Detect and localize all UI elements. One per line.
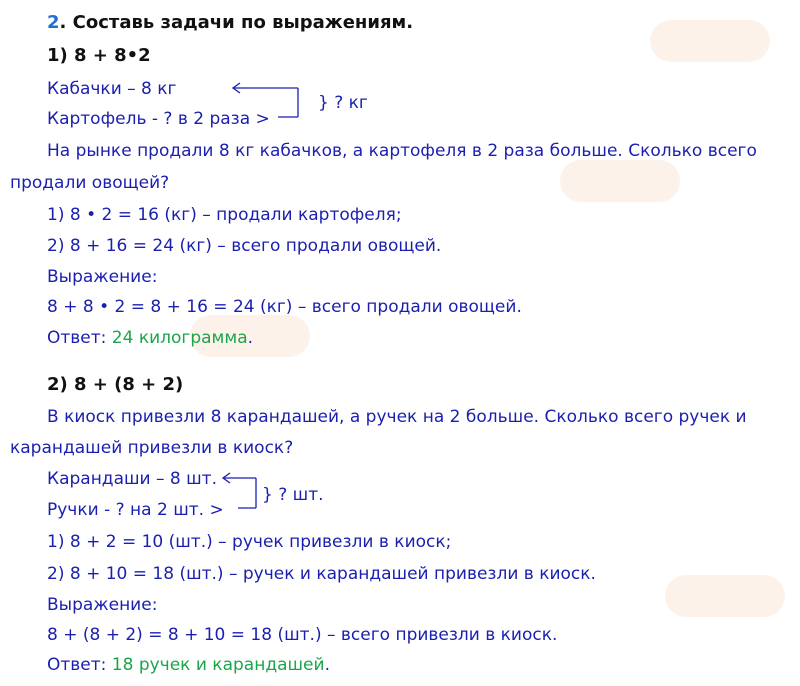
part1-answer: [47, 327, 253, 349]
part1-step1: 1) 8 • 2 = 16 (кг) – продали картофеля;: [47, 205, 402, 225]
part2-note-pencils: Карандаши – 8 шт.: [47, 469, 217, 489]
part2-question: } ? шт.: [262, 485, 324, 505]
part1-expression-label: Выражение:: [47, 267, 158, 287]
part1-step2: 2) 8 + 16 = 24 (кг) – всего продали овощей.: [47, 236, 442, 256]
answer-end: .: [247, 328, 254, 348]
part2-step2: 2) 8 + 10 = 18 (шт.) – ручек и карандашей привезли в киоск.: [47, 564, 596, 584]
part2-expression: 8 + (8 + 2) = 8 + 10 = 18 (шт.) – всего привезли в киоск.: [47, 625, 558, 645]
task-title: [47, 12, 413, 34]
task-title-text: . Составь задачи по выражениям.: [59, 12, 414, 33]
watermark-blob: [560, 160, 680, 202]
answer-end: .: [324, 655, 330, 675]
part2-problem-line1: В киоск привезли 8 карандашей, а ручек на 2 больше. Сколько всего ручек и: [47, 407, 747, 427]
part1-expression: 8 + 8 • 2 = 8 + 16 = 24 (кг) – всего продали овощей.: [47, 297, 522, 317]
answer-value: 24 килограмма: [111, 328, 248, 348]
part1-note-potato: Картофель - ? в 2 раза >: [47, 109, 270, 129]
part1-question: } ? кг: [318, 93, 368, 113]
task-number: 2: [47, 12, 60, 33]
part2-heading: 2) 8 + (8 + 2): [47, 374, 184, 395]
part2-expression-label: Выражение:: [47, 595, 158, 615]
part2-problem-line2: карандашей привезли в киоск?: [10, 438, 294, 458]
part1-note-zucchini: Кабачки – 8 кг: [47, 79, 177, 99]
part2-answer: [47, 654, 330, 676]
part2-step1: 1) 8 + 2 = 10 (шт.) – ручек привезли в киоск;: [47, 532, 452, 552]
part1-heading: 1) 8 + 8•2: [47, 45, 151, 66]
part2-note-pens: Ручки - ? на 2 шт. >: [47, 500, 224, 520]
answer-value: 18 ручек и карандашей: [111, 655, 325, 675]
answer-label: Ответ:: [47, 328, 112, 348]
watermark-blob: [650, 20, 770, 62]
answer-label: Ответ:: [47, 655, 112, 675]
part1-problem-line2: продали овощей?: [10, 173, 170, 193]
watermark-blob: [665, 575, 785, 617]
part1-problem-line1: На рынке продали 8 кг кабачков, а картофеля в 2 раза больше. Сколько всего: [47, 141, 757, 161]
